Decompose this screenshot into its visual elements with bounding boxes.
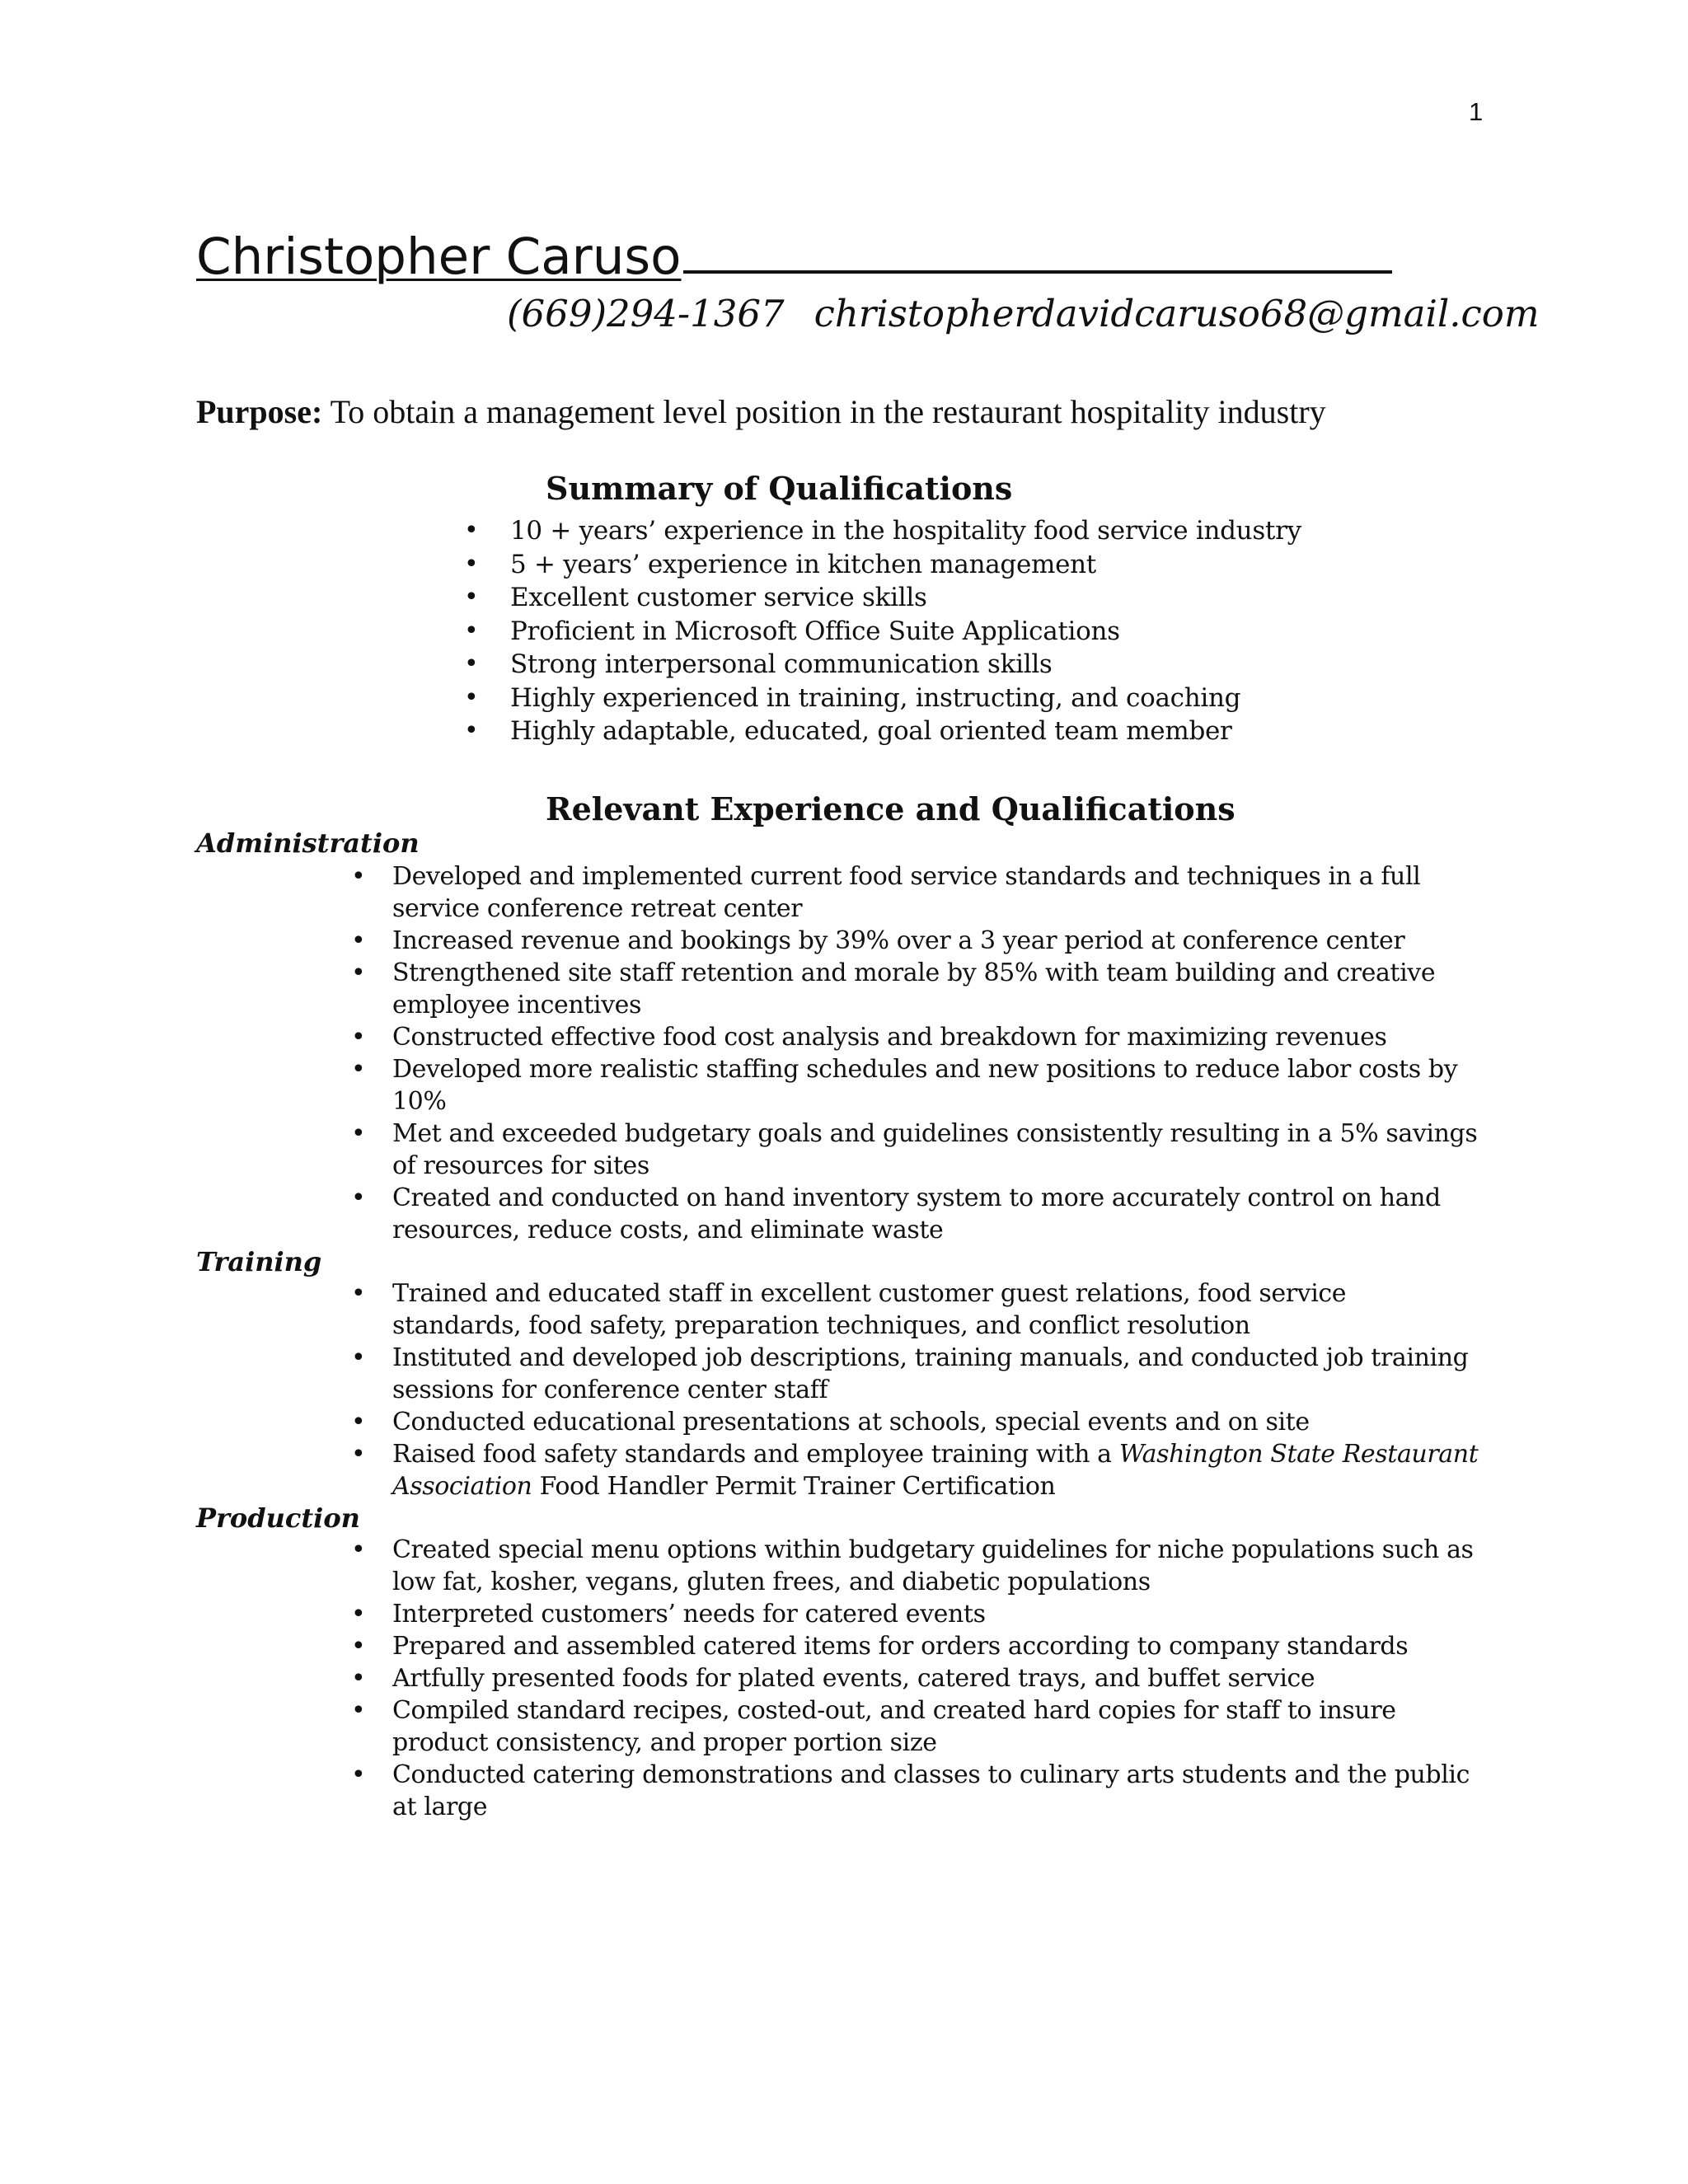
list-item: • Prepared and assembled catered items for orders according to company standards	[392, 1630, 1480, 1662]
summary-item: • Strong interpersonal communication skills	[0, 648, 1688, 682]
summary-heading: Summary of Qualifications	[546, 470, 1013, 507]
candidate-name-line	[196, 223, 1432, 288]
production-list	[0, 1534, 1688, 1823]
list-item: • Trained and educated staff in excellent customer guest relations, food service standards, food safety, preparation techniques, and conflict resolution	[392, 1277, 1480, 1342]
list-item: • Met and exceeded budgetary goals and guidelines consistently resulting in a 5% savings of resources for sites	[392, 1118, 1480, 1182]
page-number: 1	[1469, 97, 1484, 126]
list-item: • Compiled standard recipes, costed-out, and created hard copies for staff to insure product consistency, and proper portion size	[392, 1694, 1480, 1759]
section-title-production: Production	[196, 1502, 360, 1534]
list-item: • Conducted educational presentations at schools, special events and on site	[392, 1406, 1480, 1438]
administration-list	[0, 860, 1688, 1246]
list-item: • Strengthened site staff retention and morale by 85% with team building and creative employee incentives	[392, 957, 1480, 1021]
training-list	[0, 1277, 1688, 1502]
summary-item: • Highly adaptable, educated, goal oriented team member	[0, 715, 1688, 748]
email-address: christopherdavidcaruso68@gmail.com	[814, 292, 1540, 335]
list-item: • Created and conducted on hand inventory system to more accurately control on hand resources, reduce costs, and eliminate waste	[392, 1182, 1480, 1246]
purpose-line	[196, 391, 1515, 434]
purpose-text: To obtain a management level position in the restaurant hospitality industry	[330, 393, 1326, 430]
list-item: • Instituted and developed job descriptions, training manuals, and conducted job training sessions for conference center staff	[392, 1342, 1480, 1406]
association-name: Washington State Restaurant Association	[392, 1440, 1479, 1501]
name-underline-rule	[683, 223, 1392, 274]
phone-number: (669)294-1367	[507, 292, 785, 335]
list-item	[392, 1438, 1480, 1502]
section-title-administration: Administration	[196, 827, 420, 859]
list-item: • Created special menu options within budgetary guidelines for niche populations such as low fat, kosher, vegans, gluten frees, and diabetic populations	[392, 1534, 1480, 1598]
list-item-text: Food Handler Permit Trainer Certification	[532, 1472, 1056, 1501]
summary-list	[0, 514, 1688, 748]
list-item: • Increased revenue and bookings by 39% over a 3 year period at conference center	[392, 925, 1480, 957]
summary-item: • Highly experienced in training, instructing, and coaching	[0, 682, 1688, 715]
list-item: • Artfully presented foods for plated events, catered trays, and buffet service	[392, 1662, 1480, 1694]
summary-item: • 10 + years’ experience in the hospitality food service industry	[0, 514, 1688, 548]
summary-item: • 5 + years’ experience in kitchen management	[0, 548, 1688, 582]
summary-item: • Excellent customer service skills	[0, 581, 1688, 615]
purpose-label: Purpose:	[196, 393, 323, 430]
list-item-text: Raised food safety standards and employee training with a	[392, 1440, 1119, 1469]
list-item: • Constructed effective food cost analysis and breakdown for maximizing revenues	[392, 1021, 1480, 1053]
candidate-name: Christopher Caruso	[196, 227, 682, 286]
relevant-experience-heading: Relevant Experience and Qualifications	[546, 790, 1236, 827]
list-item: • Developed and implemented current food service standards and techniques in a full service conference retreat center	[392, 860, 1480, 925]
list-item: • Developed more realistic staffing schedules and new positions to reduce labor costs by 10%	[392, 1053, 1480, 1118]
list-item: • Conducted catering demonstrations and classes to culinary arts students and the public at large	[392, 1759, 1480, 1823]
section-title-training: Training	[196, 1246, 322, 1277]
summary-item: • Proficient in Microsoft Office Suite Applications	[0, 615, 1688, 649]
list-item: • Interpreted customers’ needs for catered events	[392, 1598, 1480, 1630]
contact-line	[507, 290, 1540, 338]
